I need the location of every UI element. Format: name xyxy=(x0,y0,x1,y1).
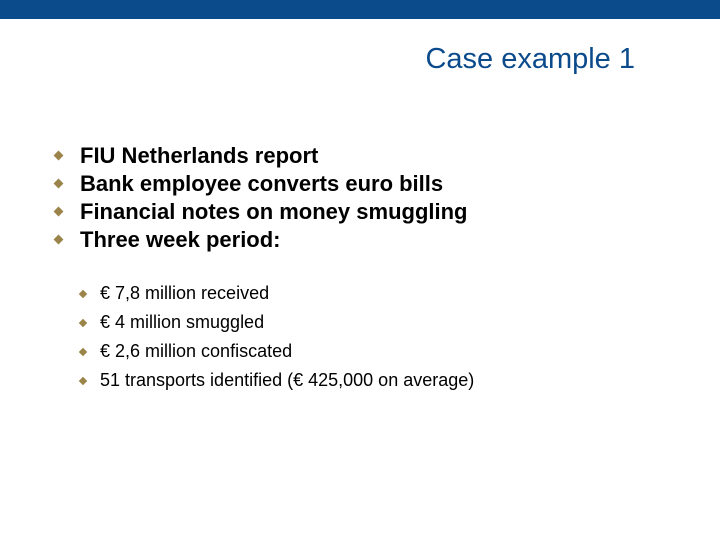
main-bullet-list xyxy=(54,142,467,254)
bullet-text: FIU Netherlands report xyxy=(80,143,319,168)
sub-bullet-text: € 4 million smuggled xyxy=(100,312,265,332)
list-item xyxy=(54,226,467,254)
list-item xyxy=(79,337,474,366)
diamond-bullet-icon xyxy=(54,235,64,245)
list-item xyxy=(79,308,474,337)
slide-title: Case example 1 xyxy=(425,43,635,75)
diamond-bullet-icon xyxy=(79,319,87,327)
sub-bullet-text: € 2,6 million confiscated xyxy=(100,341,293,361)
diamond-bullet-icon xyxy=(79,377,87,385)
list-item xyxy=(79,279,474,308)
sub-bullet-text: € 7,8 million received xyxy=(100,283,270,303)
bullet-text: Financial notes on money smuggling xyxy=(80,199,468,224)
list-item xyxy=(54,198,467,226)
diamond-bullet-icon xyxy=(54,207,64,217)
bullet-text: Bank employee converts euro bills xyxy=(80,171,444,196)
diamond-bullet-icon xyxy=(54,179,64,189)
diamond-bullet-icon xyxy=(54,151,64,161)
list-item xyxy=(79,366,474,395)
list-item xyxy=(54,170,467,198)
bullet-text: Three week period: xyxy=(80,227,281,252)
diamond-bullet-icon xyxy=(79,348,87,356)
sub-bullet-text: 51 transports identified (€ 425,000 on average) xyxy=(100,370,475,390)
top-banner xyxy=(0,0,720,19)
sub-bullet-list xyxy=(79,279,474,395)
list-item xyxy=(54,142,467,170)
diamond-bullet-icon xyxy=(79,290,87,298)
